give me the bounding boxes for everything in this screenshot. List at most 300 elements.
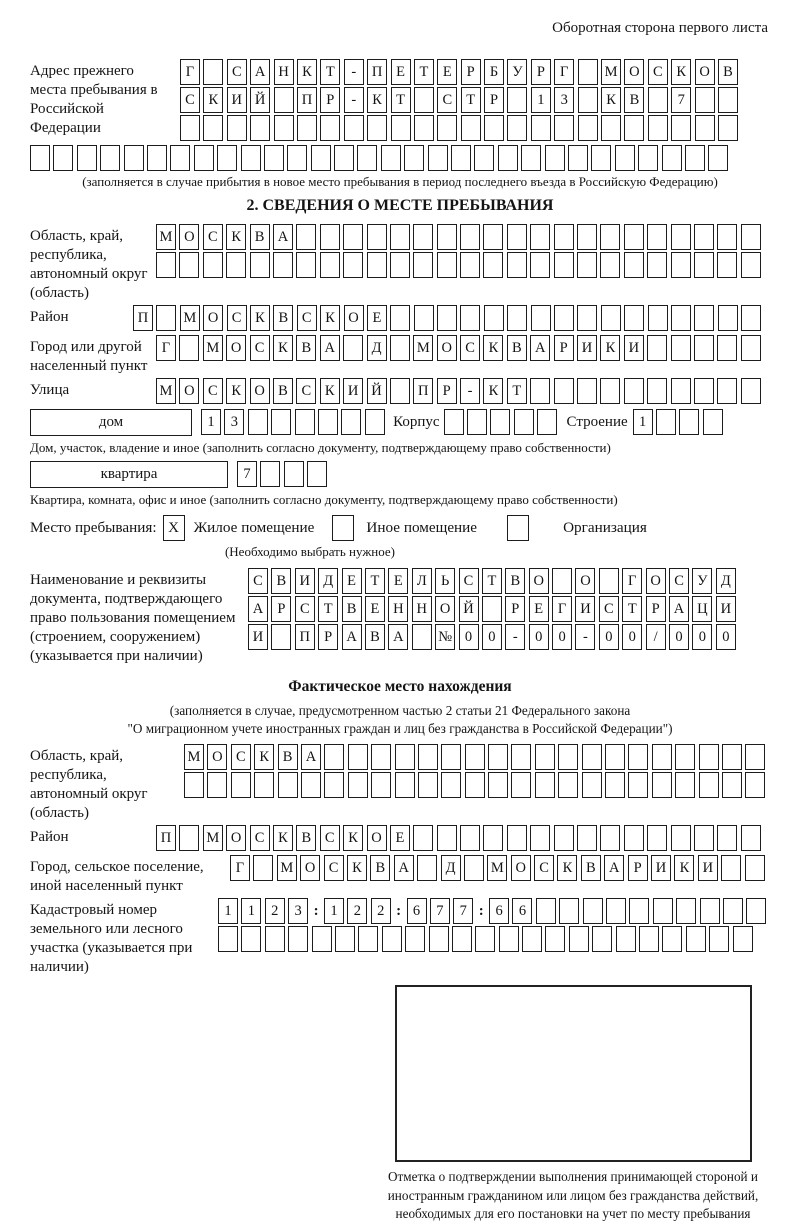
- char-cell[interactable]: И: [343, 378, 363, 404]
- char-cell[interactable]: Д: [318, 568, 338, 594]
- char-cell[interactable]: А: [320, 335, 340, 361]
- char-cell[interactable]: [460, 825, 480, 851]
- char-cell[interactable]: [647, 252, 667, 278]
- char-cell[interactable]: Т: [482, 568, 502, 594]
- char-cell[interactable]: [390, 305, 410, 331]
- char-cell[interactable]: [671, 378, 691, 404]
- char-cell[interactable]: [414, 87, 434, 113]
- char-cell[interactable]: Г: [180, 59, 200, 85]
- char-cell[interactable]: [717, 825, 737, 851]
- char-cell[interactable]: [615, 145, 635, 171]
- char-cell[interactable]: [77, 145, 97, 171]
- char-cell[interactable]: [418, 772, 438, 798]
- char-cell[interactable]: Ц: [692, 596, 712, 622]
- char-cell[interactable]: С: [203, 378, 223, 404]
- char-cell[interactable]: С: [648, 59, 668, 85]
- char-cell[interactable]: П: [367, 59, 387, 85]
- char-cell[interactable]: М: [156, 378, 176, 404]
- char-cell[interactable]: Й: [250, 87, 270, 113]
- char-cell[interactable]: [413, 252, 433, 278]
- char-cell[interactable]: [507, 87, 527, 113]
- char-cell[interactable]: [170, 145, 190, 171]
- char-cell[interactable]: [717, 335, 737, 361]
- char-cell[interactable]: [156, 305, 176, 331]
- char-cell[interactable]: [226, 252, 246, 278]
- char-cell[interactable]: [358, 926, 378, 952]
- char-cell[interactable]: [156, 252, 176, 278]
- char-cell[interactable]: О: [437, 335, 457, 361]
- char-cell[interactable]: [675, 772, 695, 798]
- char-cell[interactable]: [600, 252, 620, 278]
- char-cell[interactable]: [699, 772, 719, 798]
- char-cell[interactable]: [656, 409, 676, 435]
- char-cell[interactable]: [601, 305, 621, 331]
- char-cell[interactable]: [522, 926, 542, 952]
- char-cell[interactable]: 0: [529, 624, 549, 650]
- char-cell[interactable]: -: [505, 624, 525, 650]
- char-cell[interactable]: [624, 252, 644, 278]
- char-cell[interactable]: [320, 115, 340, 141]
- char-cell[interactable]: [723, 898, 743, 924]
- char-cell[interactable]: 0: [692, 624, 712, 650]
- char-cell[interactable]: Е: [342, 568, 362, 594]
- char-cell[interactable]: [531, 115, 551, 141]
- char-cell[interactable]: [250, 252, 270, 278]
- char-cell[interactable]: Р: [484, 87, 504, 113]
- char-cell[interactable]: К: [203, 87, 223, 113]
- char-cell[interactable]: [254, 772, 274, 798]
- char-cell[interactable]: [578, 87, 598, 113]
- char-cell[interactable]: М: [487, 855, 507, 881]
- char-cell[interactable]: [531, 305, 551, 331]
- char-cell[interactable]: [367, 224, 387, 250]
- char-cell[interactable]: [371, 744, 391, 770]
- char-cell[interactable]: [577, 224, 597, 250]
- char-cell[interactable]: [700, 898, 720, 924]
- char-cell[interactable]: А: [301, 744, 321, 770]
- char-cell[interactable]: К: [297, 59, 317, 85]
- char-cell[interactable]: К: [343, 825, 363, 851]
- char-cell[interactable]: [671, 224, 691, 250]
- char-cell[interactable]: 0: [599, 624, 619, 650]
- char-cell[interactable]: [554, 115, 574, 141]
- char-cell[interactable]: 1: [633, 409, 653, 435]
- char-cell[interactable]: [395, 772, 415, 798]
- char-cell[interactable]: С: [180, 87, 200, 113]
- char-cell[interactable]: [253, 855, 273, 881]
- char-cell[interactable]: [741, 224, 761, 250]
- char-cell[interactable]: [217, 145, 237, 171]
- char-cell[interactable]: [554, 252, 574, 278]
- stay-type-checkbox-other[interactable]: [332, 515, 354, 541]
- char-cell[interactable]: [652, 744, 672, 770]
- char-cell[interactable]: 6: [407, 898, 427, 924]
- char-cell[interactable]: [535, 744, 555, 770]
- char-cell[interactable]: [741, 252, 761, 278]
- char-cell[interactable]: М: [601, 59, 621, 85]
- char-cell[interactable]: [662, 926, 682, 952]
- char-cell[interactable]: К: [671, 59, 691, 85]
- char-cell[interactable]: [554, 378, 574, 404]
- char-cell[interactable]: К: [226, 378, 246, 404]
- char-cell[interactable]: [530, 252, 550, 278]
- char-cell[interactable]: [676, 898, 696, 924]
- char-cell[interactable]: [605, 744, 625, 770]
- char-cell[interactable]: [307, 461, 327, 487]
- char-cell[interactable]: [695, 115, 715, 141]
- char-cell[interactable]: К: [367, 87, 387, 113]
- char-cell[interactable]: [552, 568, 572, 594]
- char-cell[interactable]: [709, 926, 729, 952]
- char-cell[interactable]: [248, 409, 268, 435]
- char-cell[interactable]: Т: [320, 59, 340, 85]
- char-cell[interactable]: [577, 305, 597, 331]
- char-cell[interactable]: И: [295, 568, 315, 594]
- char-cell[interactable]: [179, 252, 199, 278]
- char-cell[interactable]: 0: [716, 624, 736, 650]
- char-cell[interactable]: [671, 825, 691, 851]
- char-cell[interactable]: О: [203, 305, 223, 331]
- char-cell[interactable]: [488, 772, 508, 798]
- char-cell[interactable]: [679, 409, 699, 435]
- char-cell[interactable]: [507, 305, 527, 331]
- char-cell[interactable]: [741, 378, 761, 404]
- char-cell[interactable]: [100, 145, 120, 171]
- char-cell[interactable]: [488, 744, 508, 770]
- char-cell[interactable]: [483, 825, 503, 851]
- char-cell[interactable]: [437, 305, 457, 331]
- char-cell[interactable]: О: [575, 568, 595, 594]
- char-cell[interactable]: [601, 115, 621, 141]
- char-cell[interactable]: Р: [461, 59, 481, 85]
- char-cell[interactable]: [417, 855, 437, 881]
- char-cell[interactable]: [344, 115, 364, 141]
- char-cell[interactable]: В: [370, 855, 390, 881]
- char-cell[interactable]: [241, 926, 261, 952]
- char-cell[interactable]: [507, 252, 527, 278]
- char-cell[interactable]: [465, 744, 485, 770]
- char-cell[interactable]: [694, 252, 714, 278]
- char-cell[interactable]: С: [227, 59, 247, 85]
- char-cell[interactable]: П: [133, 305, 153, 331]
- char-cell[interactable]: [53, 145, 73, 171]
- char-cell[interactable]: С: [599, 596, 619, 622]
- char-cell[interactable]: [511, 772, 531, 798]
- char-cell[interactable]: И: [227, 87, 247, 113]
- char-cell[interactable]: [717, 378, 737, 404]
- char-cell[interactable]: [437, 825, 457, 851]
- char-cell[interactable]: 3: [554, 87, 574, 113]
- char-cell[interactable]: К: [273, 335, 293, 361]
- char-cell[interactable]: [404, 145, 424, 171]
- char-cell[interactable]: 2: [347, 898, 367, 924]
- char-cell[interactable]: [624, 305, 644, 331]
- char-cell[interactable]: [498, 145, 518, 171]
- char-cell[interactable]: 0: [622, 624, 642, 650]
- char-cell[interactable]: [274, 115, 294, 141]
- char-cell[interactable]: [695, 87, 715, 113]
- char-cell[interactable]: С: [534, 855, 554, 881]
- char-cell[interactable]: [203, 115, 223, 141]
- char-cell[interactable]: Л: [412, 568, 432, 594]
- char-cell[interactable]: О: [250, 378, 270, 404]
- char-cell[interactable]: В: [581, 855, 601, 881]
- char-cell[interactable]: [591, 145, 611, 171]
- char-cell[interactable]: [390, 335, 410, 361]
- char-cell[interactable]: [559, 898, 579, 924]
- char-cell[interactable]: 1: [201, 409, 221, 435]
- char-cell[interactable]: К: [320, 378, 340, 404]
- char-cell[interactable]: Т: [461, 87, 481, 113]
- char-cell[interactable]: А: [530, 335, 550, 361]
- char-cell[interactable]: [554, 224, 574, 250]
- char-cell[interactable]: А: [273, 224, 293, 250]
- char-cell[interactable]: [490, 409, 510, 435]
- char-cell[interactable]: В: [273, 305, 293, 331]
- char-cell[interactable]: Б: [484, 59, 504, 85]
- char-cell[interactable]: [652, 772, 672, 798]
- char-cell[interactable]: [745, 855, 765, 881]
- char-cell[interactable]: [227, 115, 247, 141]
- char-cell[interactable]: [741, 335, 761, 361]
- char-cell[interactable]: Д: [716, 568, 736, 594]
- char-cell[interactable]: В: [296, 825, 316, 851]
- char-cell[interactable]: [335, 926, 355, 952]
- char-cell[interactable]: С: [459, 568, 479, 594]
- char-cell[interactable]: [451, 145, 471, 171]
- char-cell[interactable]: [675, 744, 695, 770]
- char-cell[interactable]: [507, 224, 527, 250]
- char-cell[interactable]: А: [388, 624, 408, 650]
- char-cell[interactable]: [624, 825, 644, 851]
- char-cell[interactable]: С: [669, 568, 689, 594]
- char-cell[interactable]: [628, 772, 648, 798]
- char-cell[interactable]: [287, 145, 307, 171]
- char-cell[interactable]: [554, 825, 574, 851]
- char-cell[interactable]: М: [180, 305, 200, 331]
- char-cell[interactable]: Е: [437, 59, 457, 85]
- char-cell[interactable]: О: [300, 855, 320, 881]
- char-cell[interactable]: [320, 224, 340, 250]
- char-cell[interactable]: Г: [552, 596, 572, 622]
- char-cell[interactable]: С: [203, 224, 223, 250]
- char-cell[interactable]: [708, 145, 728, 171]
- char-cell[interactable]: [475, 926, 495, 952]
- char-cell[interactable]: [484, 305, 504, 331]
- char-cell[interactable]: [717, 252, 737, 278]
- char-cell[interactable]: А: [604, 855, 624, 881]
- char-cell[interactable]: [722, 772, 742, 798]
- char-cell[interactable]: [365, 409, 385, 435]
- char-cell[interactable]: Е: [367, 305, 387, 331]
- char-cell[interactable]: [437, 115, 457, 141]
- char-cell[interactable]: [311, 145, 331, 171]
- char-cell[interactable]: С: [250, 825, 270, 851]
- char-cell[interactable]: Е: [529, 596, 549, 622]
- char-cell[interactable]: -: [344, 87, 364, 113]
- char-cell[interactable]: [381, 145, 401, 171]
- char-cell[interactable]: [391, 115, 411, 141]
- char-cell[interactable]: 3: [224, 409, 244, 435]
- char-cell[interactable]: В: [505, 568, 525, 594]
- char-cell[interactable]: Й: [459, 596, 479, 622]
- char-cell[interactable]: Р: [554, 335, 574, 361]
- char-cell[interactable]: [569, 926, 589, 952]
- char-cell[interactable]: 7: [453, 898, 473, 924]
- char-cell[interactable]: К: [320, 305, 340, 331]
- char-cell[interactable]: О: [226, 825, 246, 851]
- char-cell[interactable]: [699, 744, 719, 770]
- char-cell[interactable]: [624, 115, 644, 141]
- char-cell[interactable]: Р: [437, 378, 457, 404]
- char-cell[interactable]: О: [344, 305, 364, 331]
- char-cell[interactable]: [412, 624, 432, 650]
- char-cell[interactable]: М: [184, 744, 204, 770]
- char-cell[interactable]: [507, 825, 527, 851]
- char-cell[interactable]: [741, 825, 761, 851]
- char-cell[interactable]: [535, 772, 555, 798]
- char-cell[interactable]: [671, 305, 691, 331]
- char-cell[interactable]: [124, 145, 144, 171]
- char-cell[interactable]: [578, 115, 598, 141]
- char-cell[interactable]: [437, 224, 457, 250]
- char-cell[interactable]: [474, 145, 494, 171]
- char-cell[interactable]: С: [324, 855, 344, 881]
- char-cell[interactable]: [600, 378, 620, 404]
- char-cell[interactable]: [483, 252, 503, 278]
- char-cell[interactable]: Г: [554, 59, 574, 85]
- char-cell[interactable]: [592, 926, 612, 952]
- char-cell[interactable]: №: [435, 624, 455, 650]
- char-cell[interactable]: [606, 898, 626, 924]
- char-cell[interactable]: [648, 87, 668, 113]
- char-cell[interactable]: В: [278, 744, 298, 770]
- char-cell[interactable]: [441, 772, 461, 798]
- char-cell[interactable]: О: [179, 224, 199, 250]
- char-cell[interactable]: С: [437, 87, 457, 113]
- char-cell[interactable]: [647, 378, 667, 404]
- char-cell[interactable]: [746, 898, 766, 924]
- char-cell[interactable]: [461, 115, 481, 141]
- char-cell[interactable]: [577, 825, 597, 851]
- char-cell[interactable]: О: [367, 825, 387, 851]
- char-cell[interactable]: Т: [414, 59, 434, 85]
- char-cell[interactable]: 7: [237, 461, 257, 487]
- char-cell[interactable]: [264, 145, 284, 171]
- char-cell[interactable]: [577, 378, 597, 404]
- char-cell[interactable]: [733, 926, 753, 952]
- char-cell[interactable]: [721, 855, 741, 881]
- char-cell[interactable]: Р: [318, 624, 338, 650]
- char-cell[interactable]: Й: [367, 378, 387, 404]
- char-cell[interactable]: [671, 335, 691, 361]
- char-cell[interactable]: А: [669, 596, 689, 622]
- char-cell[interactable]: [694, 305, 714, 331]
- char-cell[interactable]: [530, 825, 550, 851]
- char-cell[interactable]: А: [248, 596, 268, 622]
- char-cell[interactable]: [671, 115, 691, 141]
- char-cell[interactable]: [367, 115, 387, 141]
- char-cell[interactable]: С: [297, 305, 317, 331]
- char-cell[interactable]: [703, 409, 723, 435]
- char-cell[interactable]: [207, 772, 227, 798]
- char-cell[interactable]: -: [460, 378, 480, 404]
- char-cell[interactable]: М: [156, 224, 176, 250]
- char-cell[interactable]: И: [575, 596, 595, 622]
- char-cell[interactable]: [441, 744, 461, 770]
- char-cell[interactable]: [582, 744, 602, 770]
- char-cell[interactable]: И: [248, 624, 268, 650]
- char-cell[interactable]: [694, 335, 714, 361]
- char-cell[interactable]: 2: [265, 898, 285, 924]
- char-cell[interactable]: О: [179, 378, 199, 404]
- char-cell[interactable]: Е: [388, 568, 408, 594]
- char-cell[interactable]: [694, 224, 714, 250]
- char-cell[interactable]: [296, 224, 316, 250]
- char-cell[interactable]: [545, 145, 565, 171]
- char-cell[interactable]: Г: [156, 335, 176, 361]
- char-cell[interactable]: [418, 744, 438, 770]
- char-cell[interactable]: Г: [230, 855, 250, 881]
- char-cell[interactable]: [343, 252, 363, 278]
- char-cell[interactable]: [180, 115, 200, 141]
- char-cell[interactable]: [324, 772, 344, 798]
- char-cell[interactable]: [371, 772, 391, 798]
- char-cell[interactable]: Т: [365, 568, 385, 594]
- char-cell[interactable]: О: [695, 59, 715, 85]
- char-cell[interactable]: Н: [388, 596, 408, 622]
- char-cell[interactable]: [274, 87, 294, 113]
- char-cell[interactable]: [545, 926, 565, 952]
- char-cell[interactable]: [718, 115, 738, 141]
- char-cell[interactable]: [367, 252, 387, 278]
- char-cell[interactable]: [745, 744, 765, 770]
- char-cell[interactable]: Р: [505, 596, 525, 622]
- char-cell[interactable]: Е: [391, 59, 411, 85]
- char-cell[interactable]: [382, 926, 402, 952]
- char-cell[interactable]: О: [646, 568, 666, 594]
- char-cell[interactable]: Ь: [435, 568, 455, 594]
- char-cell[interactable]: [638, 145, 658, 171]
- char-cell[interactable]: [718, 305, 738, 331]
- char-cell[interactable]: [558, 772, 578, 798]
- char-cell[interactable]: Д: [441, 855, 461, 881]
- char-cell[interactable]: [260, 461, 280, 487]
- char-cell[interactable]: [499, 926, 519, 952]
- char-cell[interactable]: С: [460, 335, 480, 361]
- char-cell[interactable]: А: [250, 59, 270, 85]
- char-cell[interactable]: [745, 772, 765, 798]
- char-cell[interactable]: В: [296, 335, 316, 361]
- char-cell[interactable]: 6: [489, 898, 509, 924]
- char-cell[interactable]: 1: [241, 898, 261, 924]
- char-cell[interactable]: К: [226, 224, 246, 250]
- char-cell[interactable]: [413, 825, 433, 851]
- char-cell[interactable]: [514, 409, 534, 435]
- char-cell[interactable]: -: [575, 624, 595, 650]
- char-cell[interactable]: 7: [430, 898, 450, 924]
- char-cell[interactable]: Т: [318, 596, 338, 622]
- char-cell[interactable]: А: [342, 624, 362, 650]
- char-cell[interactable]: [444, 409, 464, 435]
- char-cell[interactable]: М: [203, 335, 223, 361]
- char-cell[interactable]: П: [297, 87, 317, 113]
- char-cell[interactable]: О: [529, 568, 549, 594]
- char-cell[interactable]: Р: [531, 59, 551, 85]
- char-cell[interactable]: [343, 224, 363, 250]
- char-cell[interactable]: В: [624, 87, 644, 113]
- char-cell[interactable]: [648, 115, 668, 141]
